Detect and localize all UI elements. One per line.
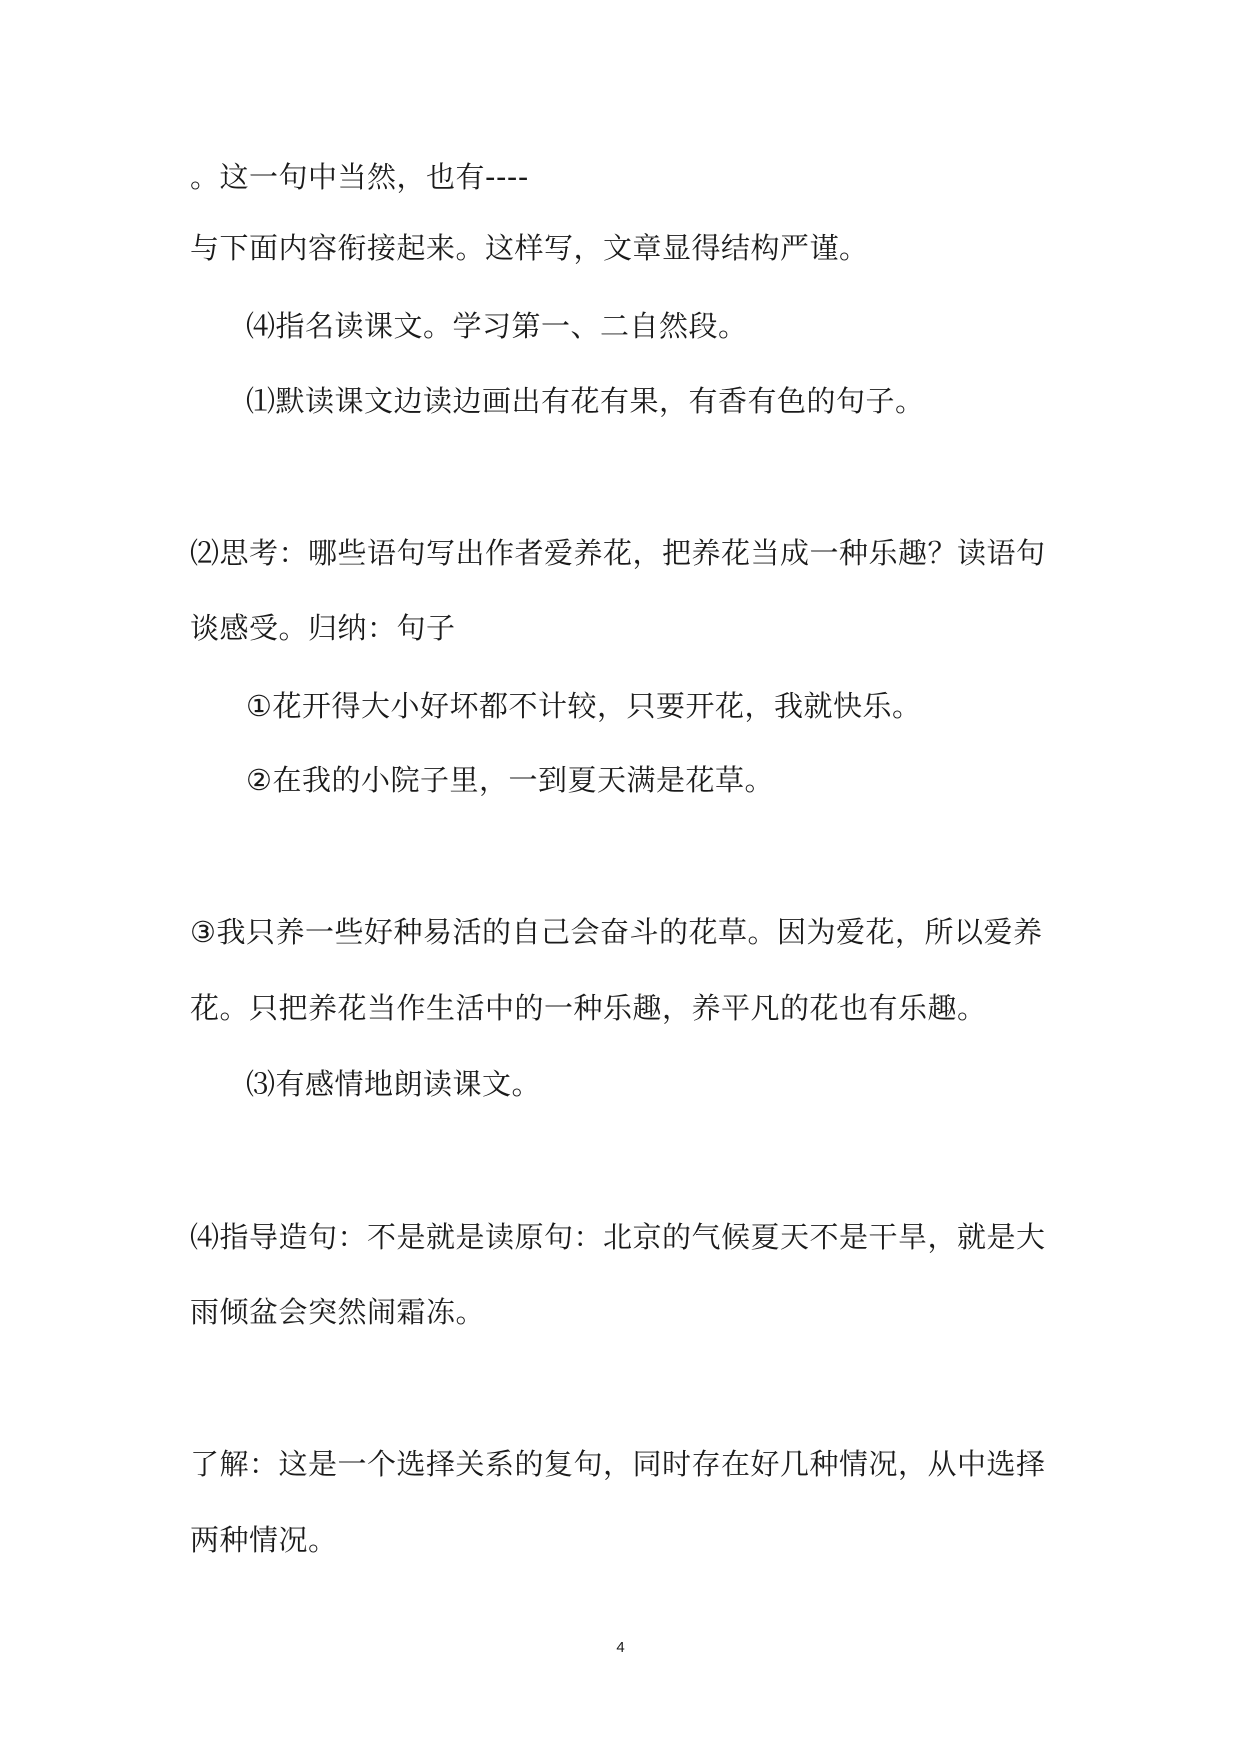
text-line-15: 两种情况。	[190, 1523, 338, 1557]
text-line-7: ①花开得大小好坏都不计较，只要开花，我就快乐。	[246, 689, 922, 723]
text-line-6: 谈感受。归纳：句子	[190, 611, 456, 645]
text-line-5: ⑵思考：哪些语句写出作者爱养花，把养花当成一种乐趣？读语句	[190, 536, 1046, 570]
text-line-1: 。这一句中当然，也有----	[190, 160, 529, 194]
text-line-14: 了解：这是一个选择关系的复句，同时存在好几种情况，从中选择	[190, 1447, 1046, 1481]
text-line-12: ⑷指导造句：不是就是读原句：北京的气候夏天不是干旱，就是大	[190, 1220, 1046, 1254]
text-line-10: 花。只把养花当作生活中的一种乐趣，养平凡的花也有乐趣。	[190, 991, 987, 1025]
text-line-13: 雨倾盆会突然闹霜冻。	[190, 1295, 486, 1329]
text-line-11: ⑶有感情地朗读课文。	[246, 1067, 542, 1101]
text-line-8: ②在我的小院子里，一到夏天满是花草。	[246, 763, 774, 797]
text-line-4: ⑴默读课文边读边画出有花有果，有香有色的句子。	[246, 384, 925, 418]
text-line-3: ⑷指名读课文。学习第一、二自然段。	[246, 309, 748, 343]
text-line-2: 与下面内容衔接起来。这样写，文章显得结构严谨。	[190, 231, 869, 265]
page-number: 4	[616, 1639, 625, 1656]
text-line-9: ③我只养一些好种易活的自己会奋斗的花草。因为爱花，所以爱养	[190, 915, 1043, 949]
